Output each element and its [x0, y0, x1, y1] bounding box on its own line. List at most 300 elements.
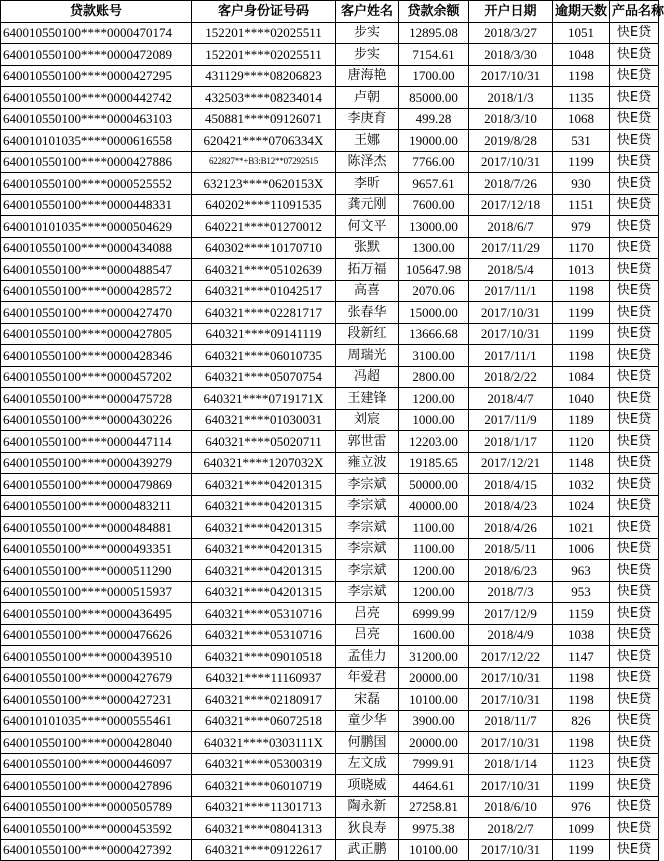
loan-balance-cell: 27258.81 — [399, 796, 469, 818]
customer-name-cell: 冯超 — [336, 366, 399, 388]
id-number-cell: 640321****05300319 — [192, 753, 336, 775]
id-number-cell: 450881****09126071 — [192, 108, 336, 130]
customer-name-cell: 吕亮 — [336, 624, 399, 646]
customer-name-cell: 卢朝 — [336, 87, 399, 109]
id-number-cell: 152201****02025511 — [192, 44, 336, 66]
id-number-cell: 640202****11091535 — [192, 194, 336, 216]
id-number-cell: 640302****10170710 — [192, 237, 336, 259]
customer-name-cell: 王建锋 — [336, 388, 399, 410]
loan-account-cell: 640010101035****0000616558 — [1, 130, 192, 152]
header-id-number: 客户身份证号码 — [192, 1, 336, 23]
loan-balance-cell: 105647.98 — [399, 259, 469, 281]
loan-balance-cell: 7999.91 — [399, 753, 469, 775]
loan-balance-cell: 1000.00 — [399, 409, 469, 431]
overdue-days-cell: 1151 — [553, 194, 610, 216]
open-date-cell: 2017/10/31 — [469, 323, 553, 345]
open-date-cell: 2018/3/27 — [469, 22, 553, 44]
id-number-cell: 640321****05102639 — [192, 259, 336, 281]
loan-account-cell: 640010550100****0000428040 — [1, 732, 192, 754]
id-number-cell: 640321****02281717 — [192, 302, 336, 324]
overdue-days-cell: 979 — [553, 216, 610, 238]
product-name-cell: 快E贷 — [610, 538, 659, 560]
product-name-cell: 快E贷 — [610, 173, 659, 195]
loan-account-cell: 640010550100****0000446097 — [1, 753, 192, 775]
open-date-cell: 2017/10/31 — [469, 775, 553, 797]
loan-balance-cell: 50000.00 — [399, 474, 469, 496]
product-name-cell: 快E贷 — [610, 237, 659, 259]
loan-balance-cell: 13666.68 — [399, 323, 469, 345]
loan-account-cell: 640010550100****0000427896 — [1, 775, 192, 797]
id-number-cell: 640221****01270012 — [192, 216, 336, 238]
customer-name-cell: 李宗斌 — [336, 581, 399, 603]
customer-name-cell: 高喜 — [336, 280, 399, 302]
table-row — [1, 452, 659, 474]
header-overdue-days: 逾期天数 — [553, 1, 610, 23]
open-date-cell: 2017/10/31 — [469, 667, 553, 689]
product-name-cell: 快E贷 — [610, 581, 659, 603]
loan-balance-cell: 12895.08 — [399, 22, 469, 44]
id-number-cell: 640321****04201315 — [192, 560, 336, 582]
id-number-cell: 640321****05020711 — [192, 431, 336, 453]
loan-account-cell: 640010550100****0000427231 — [1, 689, 192, 711]
product-name-cell: 快E贷 — [610, 689, 659, 711]
loan-account-cell: 640010550100****0000511290 — [1, 560, 192, 582]
open-date-cell: 2018/4/15 — [469, 474, 553, 496]
loan-balance-cell: 499.28 — [399, 108, 469, 130]
overdue-days-cell: 1147 — [553, 646, 610, 668]
loan-account-cell: 640010550100****0000448331 — [1, 194, 192, 216]
product-name-cell: 快E贷 — [610, 151, 659, 173]
customer-name-cell: 段新红 — [336, 323, 399, 345]
customer-name-cell: 李宗斌 — [336, 538, 399, 560]
header-customer-name: 客户姓名 — [336, 1, 399, 23]
product-name-cell: 快E贷 — [610, 517, 659, 539]
product-name-cell: 快E贷 — [610, 452, 659, 474]
header-open-date: 开户日期 — [469, 1, 553, 23]
id-number-cell: 640321****0719171X — [192, 388, 336, 410]
overdue-days-cell: 1013 — [553, 259, 610, 281]
loan-balance-cell: 20000.00 — [399, 732, 469, 754]
customer-name-cell: 狄良寿 — [336, 818, 399, 840]
table-row — [1, 775, 659, 797]
customer-name-cell: 唐海艳 — [336, 65, 399, 87]
open-date-cell: 2017/12/22 — [469, 646, 553, 668]
product-name-cell: 快E贷 — [610, 560, 659, 582]
table-row — [1, 431, 659, 453]
product-name-cell: 快E贷 — [610, 345, 659, 367]
loan-account-cell: 640010550100****0000436495 — [1, 603, 192, 625]
id-number-cell: 432503****08234014 — [192, 87, 336, 109]
id-number-cell: 640321****06010719 — [192, 775, 336, 797]
product-name-cell: 快E贷 — [610, 646, 659, 668]
product-name-cell: 快E贷 — [610, 796, 659, 818]
loan-account-cell: 640010550100****0000463103 — [1, 108, 192, 130]
table-row — [1, 259, 659, 281]
header-loan-balance: 贷款余额 — [399, 1, 469, 23]
open-date-cell: 2019/8/28 — [469, 130, 553, 152]
customer-name-cell: 左文成 — [336, 753, 399, 775]
customer-name-cell: 宋磊 — [336, 689, 399, 711]
table-row — [1, 345, 659, 367]
loan-balance-cell: 1700.00 — [399, 65, 469, 87]
loan-account-cell: 640010550100****0000439279 — [1, 452, 192, 474]
table-row — [1, 581, 659, 603]
customer-name-cell: 李宗斌 — [336, 560, 399, 582]
overdue-days-cell: 1038 — [553, 624, 610, 646]
id-number-cell: 431129****08206823 — [192, 65, 336, 87]
customer-name-cell: 孟佳力 — [336, 646, 399, 668]
id-number-cell: 640321****1207032X — [192, 452, 336, 474]
customer-name-cell: 步实 — [336, 22, 399, 44]
id-number-cell: 622827**+B3:B12**07292515 — [192, 151, 336, 173]
customer-name-cell: 步实 — [336, 44, 399, 66]
table-row — [1, 732, 659, 754]
loan-account-cell: 640010101035****0000504629 — [1, 216, 192, 238]
customer-name-cell: 李宗斌 — [336, 474, 399, 496]
id-number-cell: 640321****11160937 — [192, 667, 336, 689]
loan-balance-cell: 1100.00 — [399, 538, 469, 560]
open-date-cell: 2017/10/31 — [469, 689, 553, 711]
loan-balance-cell: 1200.00 — [399, 581, 469, 603]
loan-account-cell: 640010550100****0000427470 — [1, 302, 192, 324]
customer-name-cell: 周瑞光 — [336, 345, 399, 367]
overdue-days-cell: 1032 — [553, 474, 610, 496]
customer-name-cell: 何鹏国 — [336, 732, 399, 754]
loan-account-cell: 640010550100****0000479869 — [1, 474, 192, 496]
loan-account-cell: 640010550100****0000505789 — [1, 796, 192, 818]
overdue-days-cell: 1084 — [553, 366, 610, 388]
overdue-days-cell: 930 — [553, 173, 610, 195]
loan-balance-cell: 19185.65 — [399, 452, 469, 474]
open-date-cell: 2017/10/31 — [469, 65, 553, 87]
id-number-cell: 640321****04201315 — [192, 474, 336, 496]
product-name-cell: 快E贷 — [610, 775, 659, 797]
loan-account-cell: 640010550100****0000427679 — [1, 667, 192, 689]
overdue-days-cell: 1189 — [553, 409, 610, 431]
overdue-days-cell: 1198 — [553, 65, 610, 87]
loan-account-cell: 640010550100****0000493351 — [1, 538, 192, 560]
id-number-cell: 640321****04201315 — [192, 538, 336, 560]
product-name-cell: 快E贷 — [610, 818, 659, 840]
table-row — [1, 667, 659, 689]
open-date-cell: 2017/12/21 — [469, 452, 553, 474]
product-name-cell: 快E贷 — [610, 624, 659, 646]
open-date-cell: 2018/4/7 — [469, 388, 553, 410]
id-number-cell: 640321****09010518 — [192, 646, 336, 668]
customer-name-cell: 吕亮 — [336, 603, 399, 625]
overdue-days-cell: 1123 — [553, 753, 610, 775]
table-row — [1, 65, 659, 87]
customer-name-cell: 李庚育 — [336, 108, 399, 130]
overdue-days-cell: 1198 — [553, 345, 610, 367]
loan-balance-cell: 12203.00 — [399, 431, 469, 453]
customer-name-cell: 李宗斌 — [336, 495, 399, 517]
id-number-cell: 620421****0706334X — [192, 130, 336, 152]
id-number-cell: 640321****04201315 — [192, 581, 336, 603]
id-number-cell: 640321****09122617 — [192, 839, 336, 861]
customer-name-cell: 龚元刚 — [336, 194, 399, 216]
loan-balance-cell: 7600.00 — [399, 194, 469, 216]
product-name-cell: 快E贷 — [610, 753, 659, 775]
product-name-cell: 快E贷 — [610, 65, 659, 87]
table-row — [1, 87, 659, 109]
loan-balance-cell: 3900.00 — [399, 710, 469, 732]
overdue-days-cell: 1198 — [553, 732, 610, 754]
table-row — [1, 409, 659, 431]
open-date-cell: 2018/3/10 — [469, 108, 553, 130]
open-date-cell: 2017/10/31 — [469, 302, 553, 324]
product-name-cell: 快E贷 — [610, 280, 659, 302]
product-name-cell: 快E贷 — [610, 302, 659, 324]
header-row — [1, 1, 659, 23]
table-row — [1, 323, 659, 345]
overdue-days-cell: 1099 — [553, 818, 610, 840]
customer-name-cell: 李宗斌 — [336, 517, 399, 539]
loan-balance-cell: 1200.00 — [399, 388, 469, 410]
overdue-days-cell: 976 — [553, 796, 610, 818]
id-number-cell: 640321****0303111X — [192, 732, 336, 754]
id-number-cell: 640321****11301713 — [192, 796, 336, 818]
loan-account-cell: 640010550100****0000475728 — [1, 388, 192, 410]
loan-account-cell: 640010550100****0000442742 — [1, 87, 192, 109]
loan-balance-cell: 3100.00 — [399, 345, 469, 367]
loan-account-cell: 640010550100****0000430226 — [1, 409, 192, 431]
open-date-cell: 2018/4/9 — [469, 624, 553, 646]
open-date-cell: 2017/11/1 — [469, 280, 553, 302]
table-row — [1, 388, 659, 410]
product-name-cell: 快E贷 — [610, 44, 659, 66]
overdue-days-cell: 1198 — [553, 667, 610, 689]
open-date-cell: 2018/4/26 — [469, 517, 553, 539]
loan-account-cell: 640010550100****0000427805 — [1, 323, 192, 345]
overdue-days-cell: 1198 — [553, 689, 610, 711]
open-date-cell: 2018/1/3 — [469, 87, 553, 109]
loan-account-cell: 640010550100****0000427295 — [1, 65, 192, 87]
table-row — [1, 517, 659, 539]
overdue-days-cell: 1068 — [553, 108, 610, 130]
loan-balance-cell: 9975.38 — [399, 818, 469, 840]
overdue-days-cell: 1024 — [553, 495, 610, 517]
id-number-cell: 640321****08041313 — [192, 818, 336, 840]
loan-account-cell: 640010550100****0000525552 — [1, 173, 192, 195]
loan-balance-cell: 85000.00 — [399, 87, 469, 109]
open-date-cell: 2018/11/7 — [469, 710, 553, 732]
open-date-cell: 2018/5/4 — [469, 259, 553, 281]
product-name-cell: 快E贷 — [610, 667, 659, 689]
product-name-cell: 快E贷 — [610, 366, 659, 388]
header-loan-account: 贷款账号 — [1, 1, 192, 23]
loan-account-cell: 640010550100****0000472089 — [1, 44, 192, 66]
id-number-cell: 640321****01042517 — [192, 280, 336, 302]
product-name-cell: 快E贷 — [610, 495, 659, 517]
id-number-cell: 640321****06010735 — [192, 345, 336, 367]
table-row — [1, 151, 659, 173]
loan-balance-cell: 7766.00 — [399, 151, 469, 173]
customer-name-cell: 拓万福 — [336, 259, 399, 281]
loan-balance-cell: 2800.00 — [399, 366, 469, 388]
product-name-cell: 快E贷 — [610, 732, 659, 754]
product-name-cell: 快E贷 — [610, 388, 659, 410]
loan-balance-cell: 7154.61 — [399, 44, 469, 66]
open-date-cell: 2018/7/3 — [469, 581, 553, 603]
loan-account-cell: 640010550100****0000427392 — [1, 839, 192, 861]
loan-account-cell: 640010550100****0000515937 — [1, 581, 192, 603]
overdue-days-cell: 1040 — [553, 388, 610, 410]
open-date-cell: 2018/4/23 — [469, 495, 553, 517]
overdue-days-cell: 826 — [553, 710, 610, 732]
table-row — [1, 538, 659, 560]
loan-balance-cell: 1200.00 — [399, 560, 469, 582]
loan-account-cell: 640010550100****0000428572 — [1, 280, 192, 302]
loan-account-cell: 640010550100****0000483211 — [1, 495, 192, 517]
id-number-cell: 640321****01030031 — [192, 409, 336, 431]
table-row — [1, 646, 659, 668]
table-row — [1, 108, 659, 130]
customer-name-cell: 武正鹏 — [336, 839, 399, 861]
open-date-cell: 2018/1/14 — [469, 753, 553, 775]
overdue-days-cell: 1120 — [553, 431, 610, 453]
overdue-days-cell: 1170 — [553, 237, 610, 259]
open-date-cell: 2017/11/1 — [469, 345, 553, 367]
overdue-days-cell: 1199 — [553, 839, 610, 861]
overdue-days-cell: 1135 — [553, 87, 610, 109]
table-row — [1, 474, 659, 496]
id-number-cell: 640321****04201315 — [192, 517, 336, 539]
loan-balance-cell: 20000.00 — [399, 667, 469, 689]
loan-balance-cell: 31200.00 — [399, 646, 469, 668]
table-row — [1, 560, 659, 582]
loan-balance-cell: 6999.99 — [399, 603, 469, 625]
customer-name-cell: 陈泽杰 — [336, 151, 399, 173]
table-row — [1, 689, 659, 711]
overdue-days-cell: 1199 — [553, 775, 610, 797]
id-number-cell: 640321****05310716 — [192, 603, 336, 625]
loan-balance-cell: 40000.00 — [399, 495, 469, 517]
open-date-cell: 2018/3/30 — [469, 44, 553, 66]
open-date-cell: 2018/2/7 — [469, 818, 553, 840]
open-date-cell: 2017/10/31 — [469, 151, 553, 173]
open-date-cell: 2018/7/26 — [469, 173, 553, 195]
open-date-cell: 2018/6/23 — [469, 560, 553, 582]
product-name-cell: 快E贷 — [610, 431, 659, 453]
open-date-cell: 2017/12/18 — [469, 194, 553, 216]
table-row — [1, 22, 659, 44]
customer-name-cell: 张默 — [336, 237, 399, 259]
loan-account-cell: 640010550100****0000484881 — [1, 517, 192, 539]
loan-balance-cell: 13000.00 — [399, 216, 469, 238]
loan-balance-cell: 9657.61 — [399, 173, 469, 195]
customer-name-cell: 王娜 — [336, 130, 399, 152]
loan-balance-cell: 2070.06 — [399, 280, 469, 302]
table-row — [1, 624, 659, 646]
loan-balance-cell: 4464.61 — [399, 775, 469, 797]
open-date-cell: 2017/11/9 — [469, 409, 553, 431]
product-name-cell: 快E贷 — [610, 259, 659, 281]
id-number-cell: 640321****02180917 — [192, 689, 336, 711]
loan-account-cell: 640010550100****0000476626 — [1, 624, 192, 646]
loan-account-cell: 640010550100****0000427886 — [1, 151, 192, 173]
table-row — [1, 302, 659, 324]
customer-name-cell: 年爱君 — [336, 667, 399, 689]
id-number-cell: 640321****06072518 — [192, 710, 336, 732]
product-name-cell: 快E贷 — [610, 603, 659, 625]
open-date-cell: 2018/6/7 — [469, 216, 553, 238]
product-name-cell: 快E贷 — [610, 710, 659, 732]
id-number-cell: 640321****05310716 — [192, 624, 336, 646]
overdue-days-cell: 953 — [553, 581, 610, 603]
customer-name-cell: 童少华 — [336, 710, 399, 732]
open-date-cell: 2017/10/31 — [469, 839, 553, 861]
loan-account-cell: 640010550100****0000428346 — [1, 345, 192, 367]
product-name-cell: 快E贷 — [610, 87, 659, 109]
table-row — [1, 280, 659, 302]
id-number-cell: 632123****0620153X — [192, 173, 336, 195]
open-date-cell: 2018/1/17 — [469, 431, 553, 453]
id-number-cell: 640321****05070754 — [192, 366, 336, 388]
table-row — [1, 173, 659, 195]
loan-balance-cell: 10100.00 — [399, 839, 469, 861]
product-name-cell: 快E贷 — [610, 108, 659, 130]
open-date-cell: 2017/12/9 — [469, 603, 553, 625]
loan-balance-cell: 1300.00 — [399, 237, 469, 259]
id-number-cell: 640321****09141119 — [192, 323, 336, 345]
open-date-cell: 2018/6/10 — [469, 796, 553, 818]
table-row — [1, 839, 659, 861]
customer-name-cell: 雍立波 — [336, 452, 399, 474]
id-number-cell: 152201****02025511 — [192, 22, 336, 44]
product-name-cell: 快E贷 — [610, 323, 659, 345]
table-row — [1, 753, 659, 775]
overdue-days-cell: 1051 — [553, 22, 610, 44]
customer-name-cell: 李昕 — [336, 173, 399, 195]
open-date-cell: 2017/10/31 — [469, 732, 553, 754]
overdue-days-cell: 1048 — [553, 44, 610, 66]
open-date-cell: 2018/2/22 — [469, 366, 553, 388]
table-row — [1, 495, 659, 517]
table-row — [1, 710, 659, 732]
customer-name-cell: 张春华 — [336, 302, 399, 324]
loan-balance-cell: 1100.00 — [399, 517, 469, 539]
loan-balance-cell: 19000.00 — [399, 130, 469, 152]
loan-balance-cell: 10100.00 — [399, 689, 469, 711]
table-row — [1, 130, 659, 152]
loan-balance-cell: 15000.00 — [399, 302, 469, 324]
loan-account-cell: 640010550100****0000453592 — [1, 818, 192, 840]
open-date-cell: 2018/5/11 — [469, 538, 553, 560]
customer-name-cell: 项晓威 — [336, 775, 399, 797]
customer-name-cell: 陶永新 — [336, 796, 399, 818]
product-name-cell: 快E贷 — [610, 22, 659, 44]
overdue-days-cell: 1148 — [553, 452, 610, 474]
overdue-days-cell: 1199 — [553, 151, 610, 173]
loan-account-cell: 640010550100****0000457202 — [1, 366, 192, 388]
loan-account-cell: 640010550100****0000439510 — [1, 646, 192, 668]
table-row — [1, 603, 659, 625]
product-name-cell: 快E贷 — [610, 474, 659, 496]
loan-account-cell: 640010550100****0000434088 — [1, 237, 192, 259]
table-row — [1, 366, 659, 388]
loan-account-cell: 640010101035****0000555461 — [1, 710, 192, 732]
customer-name-cell: 刘宸 — [336, 409, 399, 431]
overdue-days-cell: 1199 — [553, 323, 610, 345]
loan-balance-cell: 1600.00 — [399, 624, 469, 646]
overdue-days-cell: 531 — [553, 130, 610, 152]
open-date-cell: 2017/11/29 — [469, 237, 553, 259]
product-name-cell: 快E贷 — [610, 839, 659, 861]
overdue-days-cell: 963 — [553, 560, 610, 582]
table-row — [1, 796, 659, 818]
overdue-days-cell: 1021 — [553, 517, 610, 539]
